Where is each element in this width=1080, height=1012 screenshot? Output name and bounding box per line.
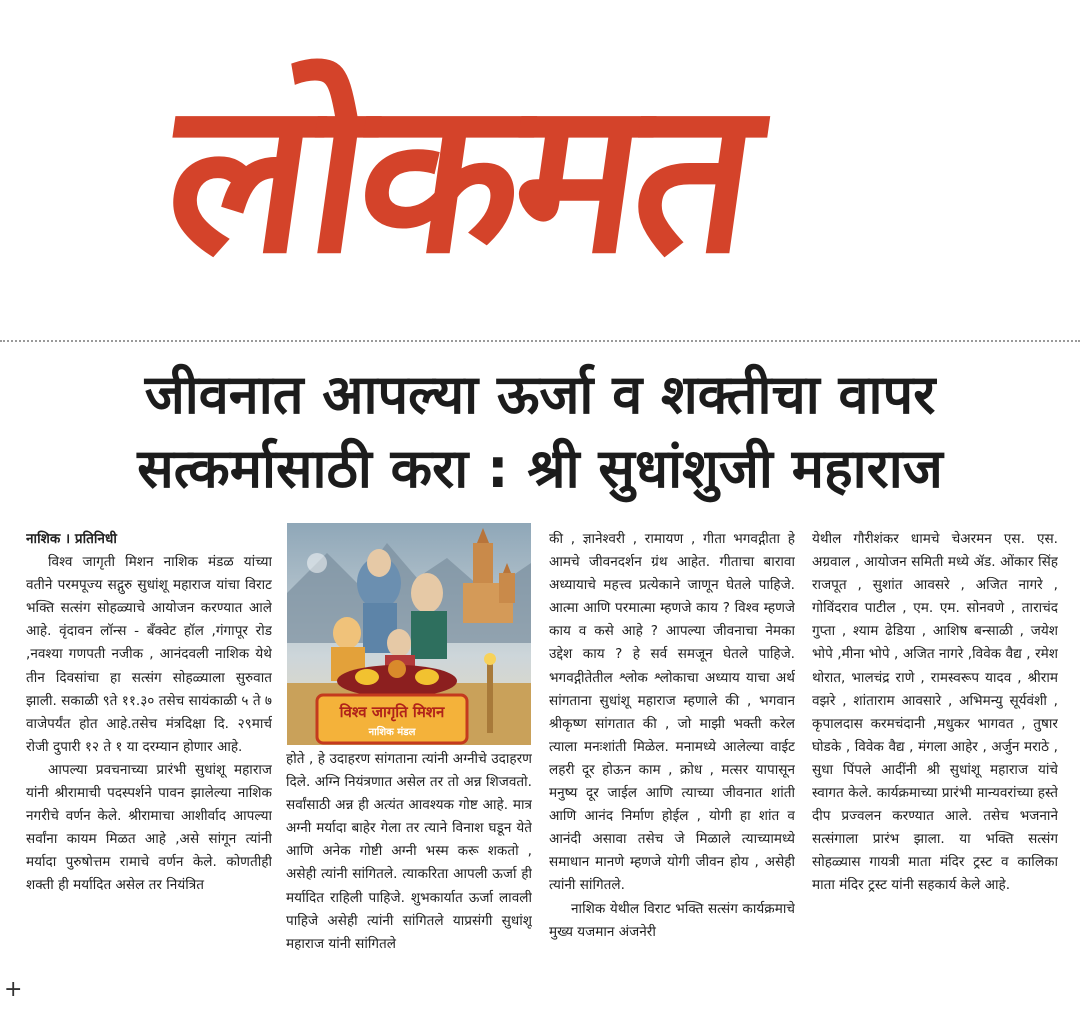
paragraph: नाशिक येथील विराट भक्ति सत्संग कार्यक्रमाचे मुख्य यजमान अंजनेरी [549, 900, 795, 940]
paragraph: येथील गौरीशंकर धामचे चेअरमन एस. एस. अग्रवाल , आयोजन समिती मध्ये ॲड. ओंकार सिंह राजपूत , सुशांत आवसरे , अजित नागरे , गोविंदराव पाटील , एम. एम. सोनवणे , ताराचंद गुप्ता , श्याम ढेडिया , आशिष बन्साळी , जयेश भोपे ,मीना भोपे , अजित नागरे ,विवेक वैद्य , रमेश थोरात, भालचंद्र राणे , रामस्वरूप यादव , श्रीराम वझरे , शांताराम आवसारे , अभिमन्यु सूर्यवंशी , कृपालदास करमचंदानी ,मधुकर भागवत , तुषार घोडके , विवेक वैद्य , मंगला आहेर , अर्जुन मराठे , सुधा पिंपले आदींनी श्री सुधांशू महाराज यांचे स्वागत केले. कार्यक्रमाच्या प्रारंभी मान्यवरांच्या हस्ते दीप प्रज्वलन करण्यात आले. तसेच भजनाने सत्संगाला प्रारंभ झाला. या भक्ति सत्संग सोहळ्यास गायत्री माता मंदिर ट्रस्ट व कालिका माता मंदिर ट्रस्ट यांनी सहकार्य केले आहे. [812, 531, 1058, 894]
masthead [0, 0, 1080, 340]
event-photo [287, 523, 531, 745]
article-column-2 [286, 748, 532, 1000]
masthead-divider [0, 340, 1080, 342]
article-column-1 [26, 528, 272, 1000]
plus-crop-mark-icon: + [4, 977, 23, 1002]
article-column-3 [549, 528, 795, 1000]
dateline: नाशिक । प्रतिनिधी [26, 531, 117, 547]
banner-text: विश्व जागृति मिशन [339, 703, 445, 721]
newspaper-logo: लोकमत [152, 55, 767, 300]
photo-illustration [287, 523, 531, 745]
article-column-4 [812, 528, 1058, 1000]
banner-subtext: नाशिक मंडल [368, 727, 416, 738]
paragraph: होते , हे उदाहरण सांगताना त्यांनी अग्नीचे उदाहरण दिले. अग्नि नियंत्रणात असेल तर तो अन्न शिजवतो. सर्वांसाठी अन्न ही अत्यंत आवश्यक गोष्ट आहे. मात्र अग्नी मर्यादा बाहेर गेला तर त्याने विनाश घडून येते आणि अनेक गोष्टी अग्नी भस्म करू शकतो , असेही त्यांनी सांगितले. त्याकरिता आपली ऊर्जा ही मर्यादित राहिली पाहिजे. शुभकार्यात ऊर्जा लावली पाहिजे असेही त्यांनी सांगितले याप्रसंगी सुधांशू महाराज यांनी सांगितले [286, 751, 532, 952]
paragraph: आपल्या प्रवचनाच्या प्रारंभी सुधांशू महाराज यांनी श्रीरामाची पदस्पर्शने पावन झालेल्या नाशिक नगरीचे वर्णन केले. श्रीरामाचा आशीर्वाद आपल्या सर्वांना कायम मिळत आहे ,असे सांगून त्यांनी मर्यादा पुरुषोत्तम रामाचे वर्णन केले. कोणतीही शक्ती ही मर्यादित असेल तर नियंत्रित [26, 761, 272, 894]
paragraph: विश्व जागृती मिशन नाशिक मंडळ यांच्या वतीने परमपूज्य सद्गुरु सुधांशू महाराज यांचा विराट भक्ति सत्संग सोहळ्याचे आयोजन करण्यात आले आहे. वृंदावन लॉन्स - बँक्वेट हॉल ,गंगापूर रोड ,नवश्या गणपती नजीक , आनंदवली नाशिक येथे तीन दिवसांचा हा सत्संग सोहळ्याला सुरुवात झाली. सकाळी ९ते ११.३० तसेच सायंकाळी ५ ते ७ वाजेपर्यंत होत आहे.तसेच मंत्रदिक्षा दि. २९मार्च रोजी दुपारी १२ ते १ या दरम्यान होणार आहे. [26, 554, 272, 755]
article-headline [0, 358, 1080, 506]
headline-line-2: सत्कर्मासाठी करा : श्री सुधांशुजी महाराज [137, 437, 943, 500]
headline-line-1: जीवनात आपल्या ऊर्जा व शक्तीचा वापर [144, 363, 936, 426]
paragraph: की , ज्ञानेश्वरी , रामायण , गीता भगवद्गीता हे आमचे जीवनदर्शन ग्रंथ आहेत. गीताचा बारावा अध्यायाचे महत्त्व प्रत्येकाने जाणून घेतले पाहिजे. आत्मा आणि परमात्मा म्हणजे काय ? विश्व म्हणजे काय व कसे आहे ? आपल्या जीवनाचा नेमका उद्देश काय ? हे सर्व समजून घेतले पाहिजे. भगवद्गीतेतील श्लोक श्लोकाचा अध्याय याचा अर्थ सांगताना सुधांशू महाराज म्हणाले की , भगवान श्रीकृष्ण सांगतात की , जो माझी भक्ती करेल त्याला मनःशांती मिळेल. मनामध्ये आलेल्या वाईट लहरी दूर होऊन काम , क्रोध , मत्सर यापासून मनुष्य दूर जाईल आणि त्याच्या जीवनात शांती आणि आनंद निर्माण होईल , योगी हा शांत व आनंदी असावा तसेच जे मिळाले त्याच्यामध्ये समाधान मानणे म्हणजे योगी जीवन होय , असेही त्यांनी सांगितले. [549, 531, 795, 894]
